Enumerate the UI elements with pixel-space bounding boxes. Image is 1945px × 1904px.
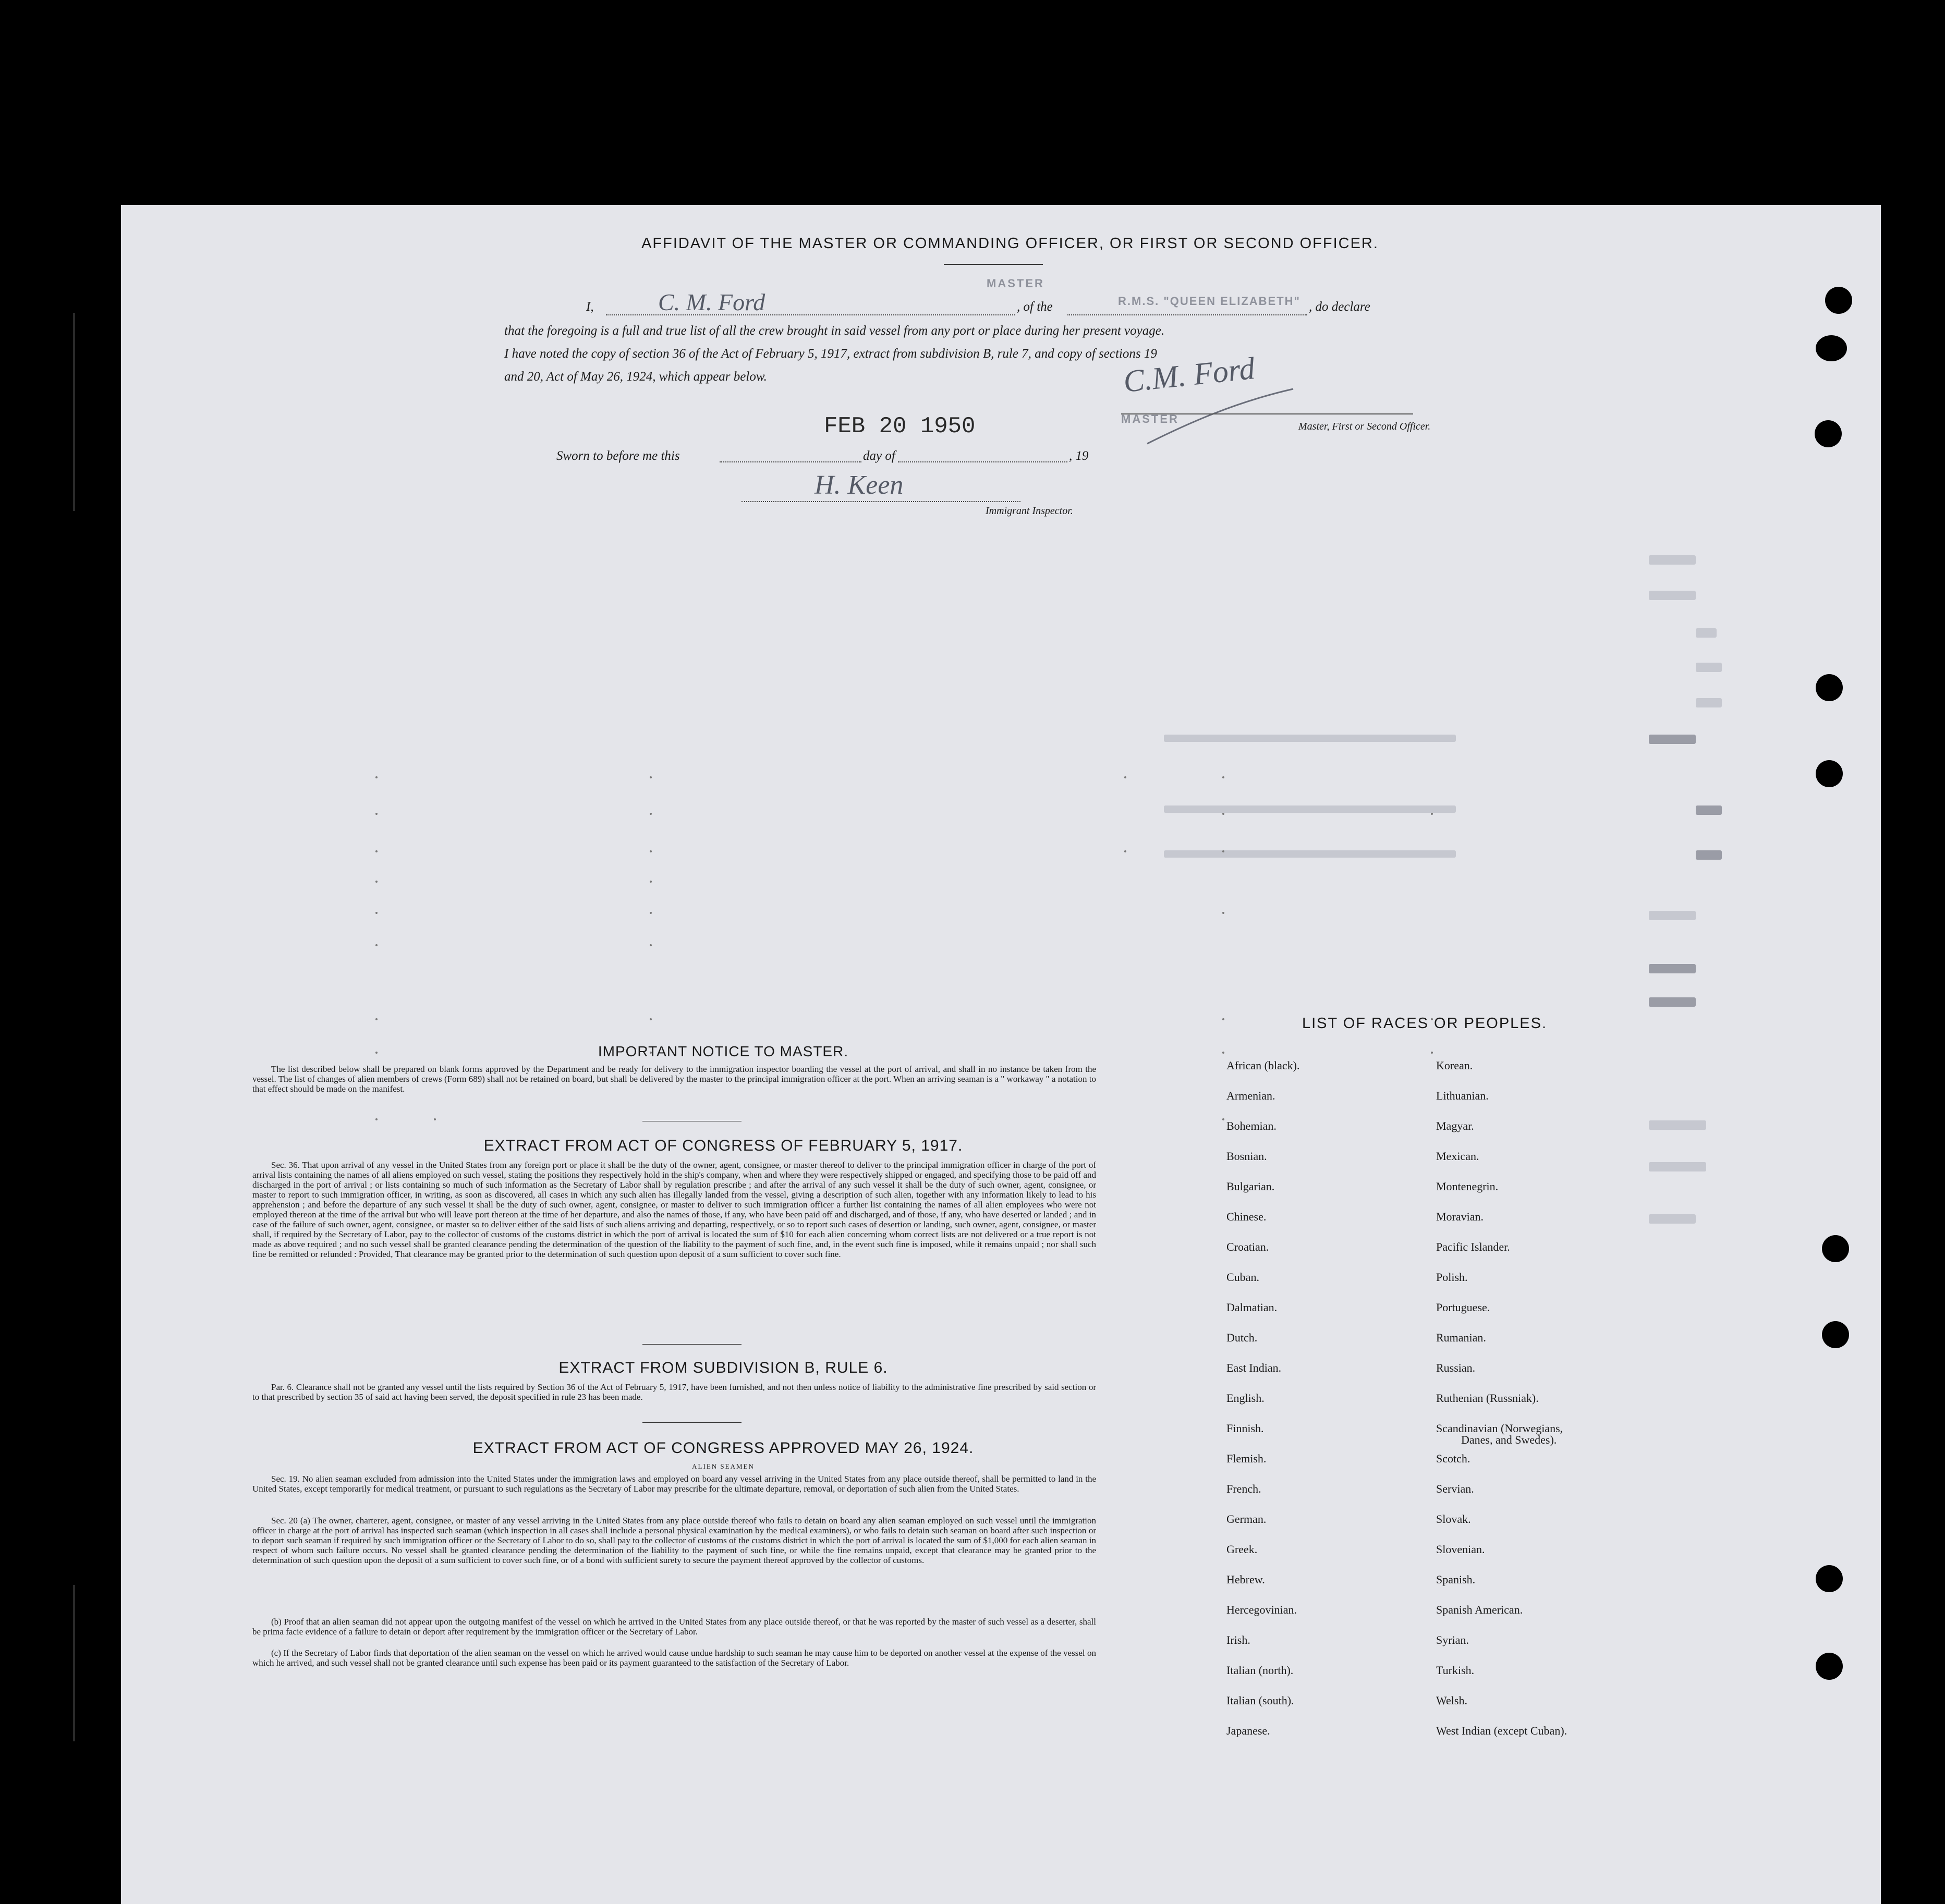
bleed-mark bbox=[1649, 555, 1696, 565]
title-divider bbox=[944, 264, 1043, 265]
bleed-dot bbox=[1124, 776, 1126, 778]
race-left: African (black). bbox=[1226, 1059, 1300, 1072]
extract-1924-title: EXTRACT FROM ACT OF CONGRESS APPROVED MAY 26, 1924. bbox=[472, 1439, 974, 1457]
rule6-body: Par. 6. Clearance shall not be granted any vessel until the lists required by Section 36 of the Act of February 5, 1917, have been furnished, and not then unless notice of liability to the administrative fine prescribed by said section or to that prescribed by section 35 of said act having been served, the deposit specified in rule 23 has been made. bbox=[252, 1382, 1096, 1402]
race-left: Dalmatian. bbox=[1226, 1301, 1278, 1314]
bleed-dot bbox=[650, 850, 652, 852]
race-right: Welsh. bbox=[1436, 1694, 1467, 1707]
bleed-dot bbox=[375, 813, 378, 815]
rule6-title: EXTRACT FROM SUBDIVISION B, RULE 6. bbox=[558, 1359, 888, 1376]
race-right: Polish. bbox=[1436, 1271, 1468, 1284]
sworn-text: Sworn to before me this bbox=[556, 449, 680, 463]
race-right: Russian. bbox=[1436, 1361, 1476, 1374]
race-right: Ruthenian (Russniak). bbox=[1436, 1392, 1539, 1405]
race-left: French. bbox=[1226, 1482, 1261, 1495]
bleed-dot bbox=[1222, 1052, 1224, 1054]
bleed-dot bbox=[1124, 850, 1126, 852]
punch-hole bbox=[1816, 760, 1843, 787]
bleed-dot bbox=[1222, 813, 1224, 815]
bleed-dot bbox=[1431, 1052, 1433, 1054]
race-left: Flemish. bbox=[1226, 1452, 1267, 1465]
race-left: Chinese. bbox=[1226, 1210, 1267, 1223]
declaration-line-2: that the foregoing is a full and true list of all the crew brought in said vessel from any port or place during her present voyage. bbox=[504, 324, 1165, 338]
race-left: German. bbox=[1226, 1512, 1267, 1525]
notice-body: The list described below shall be prepared on blank forms approved by the Department and be ready for delivery to the immigration inspector boarding the vessel at the port of arrival, and shall in no instance be taken from the vessel. The list of changes of alien members of crews (Form 689) shall not be retained on board, but shall be delivered by the master to the principal immigration officer at the port. When an arriving seaman is a " workaway " a notation to that effect should be made on the manifest. bbox=[252, 1064, 1096, 1094]
master-stamp-under-signature: MASTER bbox=[1121, 412, 1179, 425]
bleed-mark bbox=[1649, 1120, 1706, 1130]
race-right: Magyar. bbox=[1436, 1119, 1474, 1132]
race-right: Scandinavian (Norwegians, bbox=[1436, 1422, 1563, 1435]
race-right: Scotch. bbox=[1436, 1452, 1470, 1465]
race-left: Italian (south). bbox=[1226, 1694, 1294, 1707]
sec20a-text: Sec. 20 (a) The owner, charterer, agent, consignee, or master of any vessel arriving in the United States from any place outside thereof who fails to detain on board any alien seaman employed on such vessel until the immigration officer in charge at the port of arrival has inspected such seaman (which inspection in all cases shall include a personal physical examination by the medical examiners), or who fails to detain such seaman on board after such inspection or to deport such seaman if required by such immigration officer or the Secretary of Labor to do so, shall pay to the collector of customs of the customs district in which the port of arrival is located the sum of $1,000 for each alien seaman in respect of whom such failure occurs. No vessel shall be granted clearance pending the determination of the liability to the payment of such fine, or while the fine remains unpaid, except that clearance may be granted prior to the determination of such question upon the deposit of a sum sufficient to cover such fine, or of a bond with sufficient surety to secure the payment thereof approved by the collector of customs. bbox=[252, 1516, 1096, 1565]
vessel-line bbox=[1067, 314, 1307, 315]
bleed-mark bbox=[1164, 850, 1456, 858]
bleed-dot bbox=[375, 944, 378, 946]
bleed-dot bbox=[1431, 813, 1433, 815]
race-right: Moravian. bbox=[1436, 1210, 1484, 1223]
race-left: Bulgarian. bbox=[1226, 1180, 1275, 1193]
bleed-dot bbox=[375, 776, 378, 778]
bleed-dot bbox=[650, 944, 652, 946]
punch-hole bbox=[1816, 1653, 1843, 1680]
race-left: Greek. bbox=[1226, 1543, 1258, 1556]
punch-hole bbox=[1825, 287, 1852, 314]
declaration-line-4: and 20, Act of May 26, 1924, which appear below. bbox=[504, 370, 767, 384]
race-right: Servian. bbox=[1436, 1482, 1474, 1495]
officer-name-handwritten: C. M. Ford bbox=[658, 289, 765, 315]
race-right: Spanish. bbox=[1436, 1573, 1476, 1586]
bleed-dot bbox=[375, 1018, 378, 1020]
race-right: Korean. bbox=[1436, 1059, 1473, 1072]
punch-hole bbox=[1815, 420, 1842, 447]
race-left: Japanese. bbox=[1226, 1724, 1270, 1737]
bleed-dot bbox=[375, 850, 378, 852]
sec19-text: Sec. 19. No alien seaman excluded from admission into the United States under the immigration laws and employed on board any vessel arriving in the United States from any place outside thereof, shall be permitted to land in the United States, except temporarily for medical treatment, or pursuant to such regulations as the Secretary of Labor may prescribe for the ultimate departure, removal, or deportation of such alien from the United States. bbox=[252, 1474, 1096, 1494]
divider bbox=[642, 1344, 741, 1345]
do-declare-text: , do declare bbox=[1309, 300, 1370, 314]
affidavit-title: AFFIDAVIT OF THE MASTER OR COMMANDING OFFICER, OR FIRST OR SECOND OFFICER. bbox=[641, 235, 1379, 252]
punch-hole bbox=[1822, 1321, 1849, 1348]
document-page bbox=[121, 205, 1881, 1904]
bleed-mark bbox=[1696, 805, 1722, 815]
bleed-dot bbox=[1222, 850, 1224, 852]
bleed-mark bbox=[1649, 1162, 1706, 1171]
race-right: Slovenian. bbox=[1436, 1543, 1485, 1556]
bleed-mark bbox=[1649, 964, 1696, 973]
race-left: Bohemian. bbox=[1226, 1119, 1277, 1132]
bleed-mark bbox=[1696, 628, 1717, 638]
race-right: Pacific Islander. bbox=[1436, 1240, 1510, 1253]
declaration-i: I, bbox=[586, 300, 594, 314]
bleed-dot bbox=[375, 881, 378, 883]
races-title: LIST OF RACES OR PEOPLES. bbox=[1302, 1015, 1548, 1032]
race-right: Lithuanian. bbox=[1436, 1089, 1489, 1102]
extract-1917-title: EXTRACT FROM ACT OF CONGRESS OF FEBRUARY 5, 1917. bbox=[483, 1137, 963, 1154]
vessel-stamp: R.M.S. "QUEEN ELIZABETH" bbox=[1118, 295, 1300, 308]
punch-hole bbox=[1816, 1565, 1843, 1592]
bleed-mark bbox=[1696, 663, 1722, 672]
day-of-text: day of bbox=[863, 449, 895, 463]
signer-label: Master, First or Second Officer. bbox=[1298, 421, 1431, 432]
bleed-dot bbox=[1222, 1118, 1224, 1120]
race-right: Rumanian. bbox=[1436, 1331, 1486, 1344]
bleed-mark bbox=[1649, 997, 1696, 1007]
punch-hole bbox=[1816, 674, 1843, 701]
sec20c-text: (c) If the Secretary of Labor finds that deportation of the alien seaman on the vessel on which he arrived would cause undue hardship to such seaman he may cause him to be deported on another vessel at the expense of the vessel on which he arrived, and such vessel shall not be granted clearance until such expense has been paid or its payment guaranteed to the satisfaction of the Secretary of Labor. bbox=[252, 1648, 1096, 1668]
race-left: Dutch. bbox=[1226, 1331, 1258, 1344]
race-left: Finnish. bbox=[1226, 1422, 1264, 1435]
alien-seamen-subtitle: ALIEN SEAMEN bbox=[692, 1462, 755, 1470]
punch-hole bbox=[1822, 1235, 1849, 1262]
race-right: Portuguese. bbox=[1436, 1301, 1490, 1314]
film-edge-mark bbox=[73, 313, 75, 511]
bleed-mark bbox=[1164, 805, 1456, 813]
race-right: Mexican. bbox=[1436, 1150, 1479, 1163]
bleed-mark bbox=[1649, 1214, 1696, 1224]
inspector-label: Immigrant Inspector. bbox=[986, 505, 1073, 517]
sworn-day-line bbox=[720, 461, 861, 462]
race-left: Cuban. bbox=[1226, 1271, 1259, 1284]
bleed-dot bbox=[1222, 912, 1224, 914]
race-left: Irish. bbox=[1226, 1633, 1250, 1646]
bleed-dot bbox=[1222, 776, 1224, 778]
of-the-text: , of the bbox=[1017, 300, 1053, 314]
bleed-dot bbox=[650, 1018, 652, 1020]
bleed-dot bbox=[434, 1118, 436, 1120]
race-right: West Indian (except Cuban). bbox=[1436, 1724, 1567, 1737]
race-right: Slovak. bbox=[1436, 1512, 1471, 1525]
bleed-mark bbox=[1696, 850, 1722, 860]
declaration-line-3: I have noted the copy of section 36 of the Act of February 5, 1917, extract from subdivision B, rule 7, and copy of sections 19 bbox=[504, 347, 1157, 361]
race-left: English. bbox=[1226, 1392, 1265, 1405]
bleed-dot bbox=[650, 881, 652, 883]
bleed-mark bbox=[1696, 698, 1722, 707]
inspector-signature-line bbox=[741, 501, 1020, 502]
race-left: Armenian. bbox=[1226, 1089, 1275, 1102]
race-left: East Indian. bbox=[1226, 1361, 1282, 1374]
bleed-mark bbox=[1649, 911, 1696, 920]
year-prefix: , 19 bbox=[1069, 449, 1089, 463]
bleed-mark bbox=[1164, 735, 1456, 742]
bleed-dot bbox=[650, 776, 652, 778]
race-left: Hercegovinian. bbox=[1226, 1603, 1297, 1616]
sworn-month-line bbox=[898, 461, 1067, 462]
bleed-dot bbox=[1222, 1018, 1224, 1020]
master-signature: C.M. Ford bbox=[1122, 350, 1257, 399]
bleed-dot bbox=[650, 813, 652, 815]
film-edge-mark bbox=[73, 1585, 75, 1741]
race-right: Turkish. bbox=[1436, 1664, 1475, 1677]
extract-1917-body: Sec. 36. That upon arrival of any vessel in the United States from any foreign port or place it shall be the duty of the owner, agent, consignee, or master thereof to deliver to the principal immigration officer in charge of the port of arrival lists containing the names of all aliens employed on such vessel, stating the positions they respectively hold in the ship's company, when and where they were respectively shipped or engaged, and specifying those to be paid off and discharged in the port of arrival ; or lists containing so much of such information as the Secretary of Labor shall by regulation prescribe ; and after the arrival of any such vessel it shall be the duty of such owner, agent, consignee, or master to report to such immigration officer, in writing, as soon as discovered, all cases in which any such alien has illegally landed from the vessel, giving a description of such alien, together with any information likely to lead to his apprehension ; and before the departure of any such vessel it shall be the duty of such owner, agent, consignee, or master to deliver to such immigration officer a further list containing the names of all alien employees who were not employed thereon at the time of the arrival but who will leave port thereon at the time of her departure, and also the names of those, if any, who have been paid off and discharged, and of those, if any, who have deserted or landed ; and in case of the failure of such owner, agent, consignee, or master so to deliver either of the said lists of such aliens arriving and departing, respectively, or so to report such cases of desertion or landing, such owner, agent, consignee, or master shall, if required by the Secretary of Labor, pay to the collector of customs of the customs district in which the port of arrival is located the sum of $10 for each alien concerning whom correct lists are not delivered or a true report is not made as above required ; and no such vessel shall be granted clearance pending the determination of the question of the liability to the payment of such fine, and, in the event such fine is imposed, while it remains unpaid ; nor shall such fine be remitted or refunded : Provided, That clearance may be granted prior to the determination of such question upon deposit of a sum sufficient to cover such fine. bbox=[252, 1160, 1096, 1259]
race-left: Hebrew. bbox=[1226, 1573, 1265, 1586]
bleed-mark bbox=[1649, 591, 1696, 600]
bleed-dot bbox=[375, 912, 378, 914]
bleed-dot bbox=[375, 1118, 378, 1120]
race-left: Bosnian. bbox=[1226, 1150, 1267, 1163]
race-left: Croatian. bbox=[1226, 1240, 1269, 1253]
date-stamp: FEB 20 1950 bbox=[824, 413, 976, 440]
bleed-mark bbox=[1649, 735, 1696, 744]
notice-title: IMPORTANT NOTICE TO MASTER. bbox=[598, 1043, 849, 1059]
race-right-continuation: Danes, and Swedes). bbox=[1461, 1433, 1557, 1446]
bleed-dot bbox=[650, 912, 652, 914]
sec20b-text: (b) Proof that an alien seaman did not appear upon the outgoing manifest of the vessel on which he arrived in the United States from any place outside thereof, or that he was reported by the master of such vessel as a deserter, shall be prima facie evidence of a failure to detain or deport after requirement by the immigration officer or the Secretary of Labor. bbox=[252, 1617, 1096, 1637]
inspector-signature: H. Keen bbox=[815, 470, 904, 500]
master-stamp-top: MASTER bbox=[987, 277, 1044, 290]
divider bbox=[642, 1422, 741, 1423]
race-right: Spanish American. bbox=[1436, 1603, 1523, 1616]
race-left: Italian (north). bbox=[1226, 1664, 1294, 1677]
punch-hole bbox=[1816, 335, 1847, 361]
race-right: Montenegrin. bbox=[1436, 1180, 1499, 1193]
race-right: Syrian. bbox=[1436, 1633, 1469, 1646]
